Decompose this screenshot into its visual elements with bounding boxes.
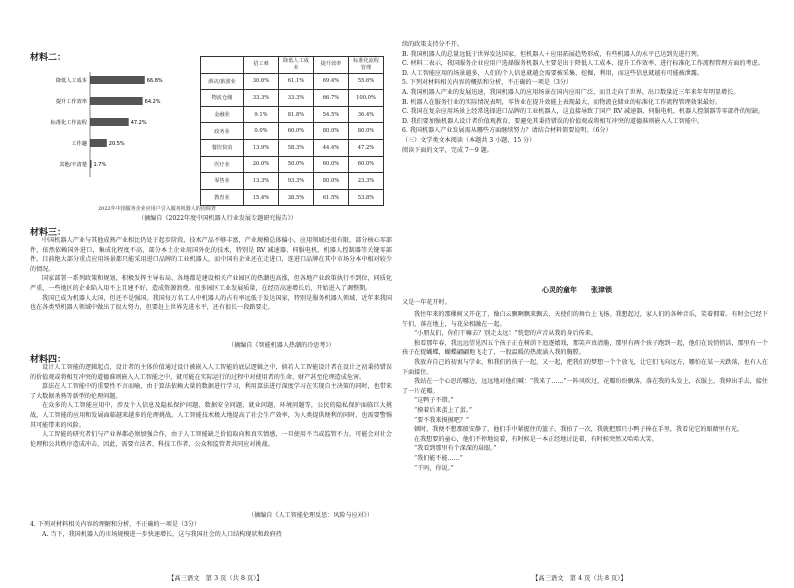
table-row (201, 123, 384, 140)
question-line-paragraph: A. 我国机器人产业的发展迅速，我国机器人的应用场景在国内应用广泛，而且走向了世界，出口数量近三年来年年明显增长。 (402, 88, 740, 96)
q4-option-a: A. 当下，我国机器人的市场规模进一步快速增长，这与我国社会的人口结构现状和政府持 (42, 530, 282, 538)
table-row (201, 156, 384, 173)
material3-paragraph: 我国已成为机器人大国，但还不是强国。我国每万名工人中机器人的占有率远低于发达国家，特别是服务机器人领域，近年来我国也在各类型机器人领域中做出了很大努力，但要赶上世界先进水平，还有很长一段路要走。 (30, 294, 392, 312)
table-cell: 80.0% (349, 123, 384, 140)
table-cell: 酒店/旅游业 (201, 73, 244, 90)
table-cell: 医疗业 (201, 156, 244, 173)
bar (90, 97, 143, 105)
questions-block (402, 40, 768, 155)
table-cell: 金融业 (201, 106, 244, 123)
table-cell: 61.1% (279, 73, 314, 90)
table-cell: 20.0% (244, 156, 279, 173)
story-paragraph: “干吗，你说。” (414, 464, 454, 472)
story-paragraph: 在我想要的童心，他们不停地说着，有时候是一本正经地讨论着，有时候突然又哈哈大笑。 (414, 435, 658, 443)
bar (90, 139, 107, 147)
table-cell: 30.6% (244, 73, 279, 90)
story-paragraph: “我看到那里有个深深的泉眼。” (414, 445, 497, 453)
question-line-paragraph: B. 机器人在服务行业的实际情况表明，零售业在提升效能上表现最大，而物流仓储业的标准化工作流程管理效果最好。 (402, 98, 722, 106)
material4-paragraph: 在众多的人工智能应用中，涉及个人信息及隐私保护问题、数据安全问题、就业问题、环境问题等，公民的隐私保护面临巨大挑战，人工智能的应用和发展面临越来越多的伦理挑战，人工智能技术极大地提高了社会生产效率，为人类提供便利的同时，也需要警惕其可能带来的风险。 (30, 402, 392, 429)
material3-heading: 材料三： (30, 228, 67, 238)
table-cell: 0.0% (244, 123, 279, 140)
material4-paragraph: 算法在人工智能中的重要性不言而喻，由于算法依赖大量的数据进行学习，利用算法进行深度学习在实现自主决策的同时，也带来了大数据杀熟等新型的伦理问题。 (30, 383, 392, 400)
reason-bar-chart (28, 72, 198, 184)
table-cell: 53.8% (349, 189, 384, 206)
table-cell: 44.4% (314, 139, 349, 156)
table-cell: 教育业 (201, 189, 244, 206)
story-title: 心灵的童年 张津锁 (542, 285, 612, 294)
question-line-paragraph: 续的政策支持分不开。 (402, 41, 463, 48)
chart-caption: 2022年中国服务企业应用户引入服务机器人的因调查 (98, 206, 216, 212)
question-line-paragraph: C. 我国在复杂应用场景上经常选择进口品牌的工业机器人，这直接导致了国产 RV 减速器、伺服电机、机器人控制器等零部件的短缺。 (402, 108, 765, 116)
table-cell: 60.0% (349, 156, 384, 173)
table-cell: 80.0% (314, 173, 349, 190)
table-row (201, 139, 384, 156)
table-row (201, 73, 384, 90)
material3-source: （摘编自《智能机器人热潮的冷思考》） (228, 342, 335, 349)
bar-value-label: 47.2% (130, 120, 147, 126)
table-cell: 38.5% (279, 189, 314, 206)
question-line-paragraph: 6. 我国机器人产业发展需从哪些方面继续努力？请结合材料简要说明。（6分） (402, 127, 612, 135)
story-paragraph: “这鸭子不错。” (414, 397, 454, 405)
bar-category-label: 其他/不清楚 (59, 162, 87, 168)
question-4 (30, 520, 392, 539)
right-page (402, 0, 772, 588)
table-cell: 零售业 (201, 173, 244, 190)
bar-value-label: 1.7% (93, 162, 107, 168)
table-cell: 55.6% (349, 73, 384, 90)
table-cell: 80.0% (314, 123, 349, 140)
table-row (201, 90, 384, 107)
story-paragraph: “小朋友们，你们干嘛去？别走太远！”恍惚的声音从我的身后传来。 (414, 330, 597, 338)
question-line-paragraph: 阅读下面的文字，完成 7～9 题。 (402, 146, 493, 154)
table-header-cell: 招工难 (244, 57, 279, 74)
material3-paragraph: 国家部署一系列政策和规划，积极发挥主导布局、各地都是建设相关产业园区的热潮也高涨，但各地产业政策执行不到位，同质化严重，一些地区的企业陷入用不上且建不好，造成资源浪费。很多园区工业发展质量，在经历高速增长后，开始进入了调整期。 (30, 275, 392, 292)
table-row (201, 106, 384, 123)
table-row (201, 189, 384, 206)
bar-category-label: 工作趣 (71, 141, 87, 147)
table-cell: 9.1% (244, 106, 279, 123)
question-line-paragraph: D. 我们要加强机器人设计者价值观教育，要避免其秉持错误的价值观或将相互冲突的道德准则嵌入人工智能中。 (402, 117, 704, 125)
material2-heading: 材料二： (30, 53, 67, 63)
material4-paragraph: 设计人工智能的逻辑起点，设计者的主体价值通过设计被嵌入人工智能的底层逻辑之中，倘若人工智能设计者在设计之初秉持错误的价值观或将相互冲突的道德准则嵌入人工智能之中，就可能在实际运行的过程中对使用者的生命、财产甚至伦理造成危害。 (30, 364, 392, 381)
table-cell: 61.5% (314, 189, 349, 206)
table-cell: 33.3% (244, 90, 279, 107)
table-header-cell: 标准化流程管理 (349, 57, 384, 74)
story-subtitle: 又是一年花开时。 (402, 299, 451, 306)
material4-heading: 材料四： (30, 355, 67, 365)
bar-value-label: 66.8% (146, 78, 163, 84)
table-row (201, 173, 384, 190)
table-cell: 13.3% (244, 173, 279, 190)
story-paragraph: 我站在一个心思的哪边，远远地对他们喊：“我来了……”一阵风吹过，花瓣纷纷飘落，落在我的头发上，衣服上，我伸出手去，接住了一片花瓣。 (402, 378, 768, 395)
bar-value-label: 64.2% (144, 99, 161, 105)
table-cell: 54.5% (314, 106, 349, 123)
story-paragraph: 我往年来的那棵树又开花了，像白云飘啊飘来飘去，天使们的舞台上飞扬。我想起过，家人们的各种音乐，笑着拥着。有时会已经下午们，落在地上，与花朵相融在一起。 (402, 311, 768, 328)
table-cell: 36.4% (349, 106, 384, 123)
material4-body (30, 363, 392, 449)
industry-table (200, 56, 384, 206)
table-header-cell: 降低人工成本 (279, 57, 314, 74)
story-subtitle-wrap (402, 298, 768, 308)
story-body (402, 310, 768, 473)
bar-category-label: 降低人工成本 (55, 78, 87, 84)
table-cell: 100.0% (349, 90, 384, 107)
table-cell: 15.4% (244, 189, 279, 206)
table-cell: 餐饮快消 (201, 139, 244, 156)
story-paragraph: “我们能不能……” (414, 454, 463, 462)
table-cell: 33.3% (279, 90, 314, 107)
question-line-paragraph: C. 材料二表示，我国服务企业应用户选择服务机器人主要是出于降低人工成本、提升工作效率、进行标准化工作流程管理方面的考虑。 (402, 60, 764, 68)
bar-value-label: 20.5% (108, 141, 125, 147)
material4-paragraph: 人工智能的研究者们与产业界都必须加强合作，由于人工智能缺乏价值取向和真实情感，一旦使用不当或监管不力，可能会对社会伦理和公共秩序造成冲击，因此，需要立法者、科技工作者、公众和监管者共同应对挑战。 (30, 431, 392, 448)
left-footer: 【高三语文 第 3 页（共 8 页）】 (168, 575, 263, 582)
bar-category-label: 提升工作效率 (55, 99, 87, 105)
material4-source: （摘编自《人工智能伦理反思：风险与应对》） (248, 512, 373, 519)
table-cell: 政务业 (201, 123, 244, 140)
table-cell: 60.0% (279, 123, 314, 140)
bar (90, 76, 145, 84)
story-paragraph: 顿时，我便不想那般安静了，他们手中紧握住的篮子，我拍了一次，我就把那只小鸭子捧在手里，我看见它的眼睛里有光。 (414, 426, 744, 434)
material3-paragraph: 中国机器人产业与其他成熟产业相比仍处于起步阶段，技术产品不够丰富，产业规模总体偏小，应用领域还很有限，部分核心零部件，依然依赖国外进口，集成化程度不高，部分本土企业用国外化的技术，特别是 RV 减速器、伺服电机、机器人控制器等关键零部件。目前绝大部分重点应用场景都只能采用进口品牌的工业机器人，而中国有企业还在走进口，连进口品牌在其中市场分本中相对较少的情况。 (30, 237, 392, 273)
table-cell: 50.0% (279, 156, 314, 173)
table-cell: 13.9% (244, 139, 279, 156)
story-paragraph: “摸着后来蛋上了蛋。” (414, 406, 473, 414)
table-header-cell: 提升效率 (314, 57, 349, 74)
table-cell: 81.8% (279, 106, 314, 123)
question-line-paragraph: D. 人工智能应用的场景越多，人们的个人信息就越会需要被采集、挖掘，利用，而这些信息就越有可能被泄露。 (402, 69, 704, 77)
table-cell: 60.0% (314, 156, 349, 173)
chart-source: （摘编自《2022年度中国机器人行业发展专题研究报告》） (138, 215, 297, 222)
table-cell: 58.3% (279, 139, 314, 156)
right-footer: 【高三语文 第 4 页（共 8 页）】 (532, 575, 627, 582)
table-header-cell (201, 57, 244, 74)
question-line-paragraph: 5. 下列对材料相关内容的概括和分析，不正确的一项是（3分） (402, 79, 573, 87)
bar-category-label: 标准化工作流程 (50, 120, 87, 126)
left-page (28, 0, 398, 588)
question-line-paragraph: （三）文学类文本阅读（本题共 3 小题，15 分） (402, 136, 536, 144)
story-paragraph: 我放弃自己的初衷与学业，和我们的孩子一起，又一起，把我们的梦想一个个放飞，让它们飞向远方，哪怕在某一天跌落，也有人在下面接住。 (402, 358, 768, 376)
table-cell: 47.2% (349, 139, 384, 156)
question-line-paragraph: B. 我国机器人的总量远低于世界发达国家，但机器人＋应用拓展趋势形成，有些机器人的水平已达到先进行列。 (402, 50, 703, 58)
table-cell: 93.3% (279, 173, 314, 190)
table-cell: 69.4% (314, 73, 349, 90)
bar (90, 118, 129, 126)
table-cell: 23.3% (349, 173, 384, 190)
material3-body (30, 236, 392, 313)
q4-stem: 4. 下列对材料相关内容的理解和分析，不正确的一项是（3分） (30, 521, 201, 528)
table-cell: 物流仓储 (201, 90, 244, 107)
story-paragraph: “要不我来摸摸吧？” (414, 416, 469, 424)
table-cell: 66.7% (314, 90, 349, 107)
story-paragraph: 独看那年春，我远远望见四五个孩子正在树荫下追逐嬉戏，那笑声真清脆，那里有两个孩子跑到一起，他们在说悄悄话，那里有一个孩子在捉蝴蝶，蝴蝶翩翩地飞走了，一股温暖的热流涌入我的胸膛。 (402, 339, 768, 357)
